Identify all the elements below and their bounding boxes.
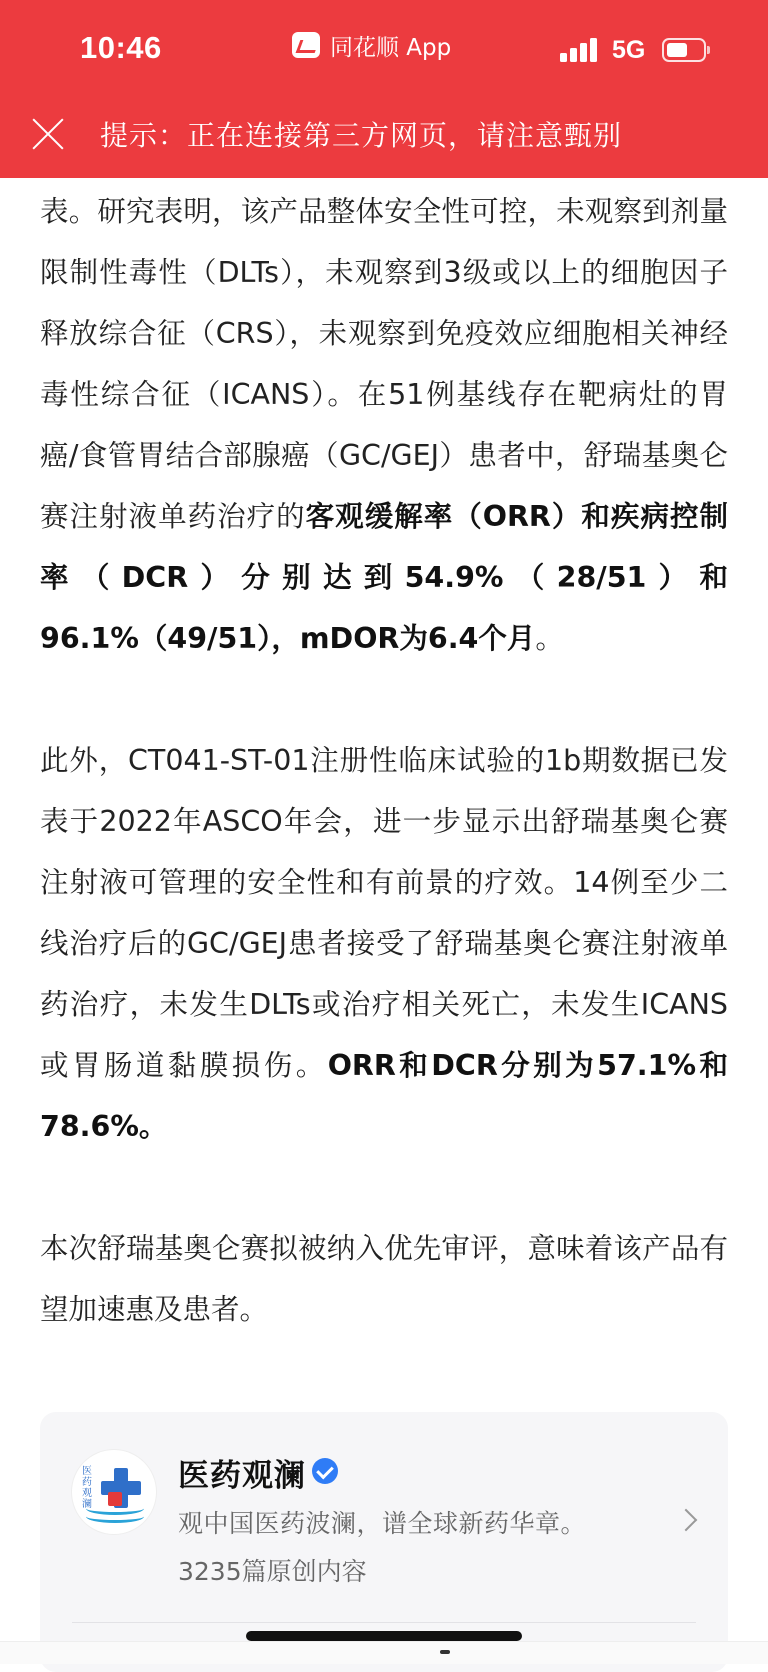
status-time: 10:46 [80,30,162,65]
article-count: 3235篇原创内容 [178,1557,367,1586]
p1-bold: 客观缓解率（ORR）和疾病控制率（DCR）分别达到54.9%（28/51）和96.1%（49/51），mDOR为6.4个月 [40,500,728,655]
divider [72,1622,696,1623]
p2-text: 此外，CT041-ST-01注册性临床试验的1b期数据已发表于2022年ASCO年会，进一步显示出舒瑞基奥仑赛注射液可管理的安全性和有前景的疗效。14例至少二线治疗后的GC/GEJ患者接受了舒瑞基奥仑赛注射液单药治疗，未发生DLTs或治疗相关死亡，未发生ICANS或胃肠道黏膜损伤。 [40,744,728,1082]
network-type: 5G [612,36,646,64]
signal-icon [560,38,600,62]
p1-end: 。 [535,622,564,655]
p1-text: 。研究表明，该产品整体安全性可控，未观察到剂量限制性毒性（DLTs），未观察到3级或以上的细胞因子释放综合征（CRS），未观察到免疫效应细胞相关神经毒性综合征（ICANS）。在51例基线存在靶病灶的胃癌/食管胃结合部腺癌（GC/GEJ）患者中，舒瑞基奥仑赛注射液单药治疗的 [40,195,729,533]
app-icon [292,32,320,58]
chevron-right-icon[interactable] [675,1509,698,1532]
back-to-app-indicator[interactable] [292,30,451,60]
app-indicator-label: 同花顺 App [330,34,452,61]
top-header [0,0,768,178]
p1-cut: 表 [40,195,69,228]
home-indicator[interactable] [246,1631,522,1641]
paragraph-results [40,120,728,669]
account-name: 医药观澜 [178,1458,306,1494]
logo-text: 医药观澜 [82,1466,92,1510]
paragraph-priority: 本次舒瑞基奥仑赛拟被纳入优先审评，意味着该产品有望加速惠及患者。 [40,1232,728,1326]
close-icon[interactable] [30,116,66,152]
account-description: 观中国医药波澜，谱全球新药华章。 [178,1509,587,1538]
battery-icon [662,38,710,62]
third-party-notice: 提示：正在连接第三方网页，请注意甄别 [100,119,623,152]
account-logo [72,1450,156,1534]
article-body [40,120,728,1340]
bottom-strip [0,1641,768,1664]
verified-icon [312,1458,338,1484]
p2-bold: ORR和DCR分别为57.1%和78.6%。 [40,1049,728,1143]
paragraph-asco [40,730,728,1157]
